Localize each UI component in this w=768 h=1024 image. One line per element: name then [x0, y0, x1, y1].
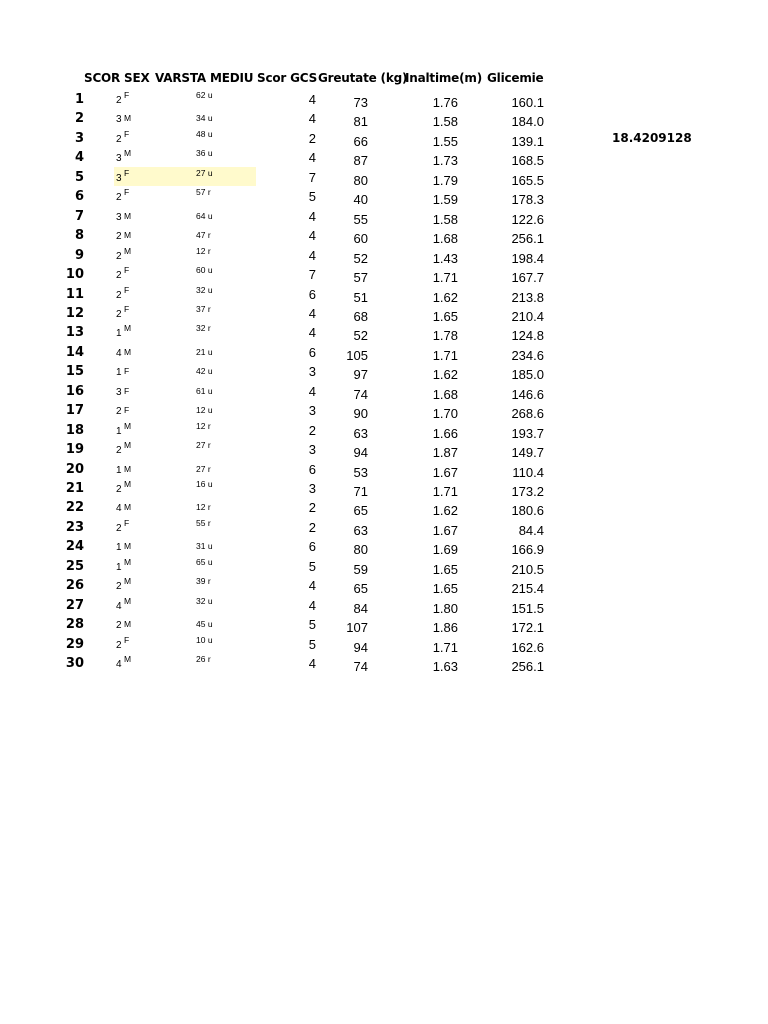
cell-scor: 2 — [116, 270, 122, 282]
cell-inaltime: 1.78 — [432, 328, 458, 344]
cell-glicemie: 198.4 — [511, 250, 544, 266]
cell-scor-gcs: 5 — [308, 558, 316, 574]
cell-sex: M — [124, 463, 132, 474]
cell-varsta: 34 u — [196, 113, 213, 124]
cell-varsta: 16 u — [196, 479, 213, 489]
cell-varsta: 55 r — [196, 517, 211, 528]
cell-scor-gcs: 2 — [308, 519, 316, 535]
cell-scor-gcs: 4 — [308, 150, 316, 166]
cell-varsta: 12 u — [196, 405, 213, 416]
cell-scor: 2 — [116, 581, 122, 593]
cell-sex: F — [124, 517, 130, 528]
cell-glicemie: 213.8 — [511, 289, 544, 305]
cell-glicemie: 185.0 — [511, 367, 544, 383]
cell-sex: F — [124, 265, 130, 276]
cell-sex: M — [124, 323, 132, 334]
cell-greutate: 63 — [353, 522, 368, 538]
table-row — [0, 109, 768, 129]
cell-scor: 2 — [116, 95, 122, 106]
cell-scor: 2 — [116, 620, 122, 632]
row-number: 16 — [65, 383, 84, 399]
cell-greutate: 84 — [353, 600, 368, 616]
cell-sex: M — [124, 479, 132, 489]
cell-scor-gcs: 2 — [308, 130, 316, 146]
table-row — [0, 304, 768, 324]
cell-glicemie: 256.1 — [511, 659, 544, 675]
row-number: 28 — [65, 617, 84, 633]
cell-greutate: 94 — [353, 445, 368, 461]
cell-sex: M — [124, 502, 132, 513]
table-row — [0, 518, 768, 538]
cell-sex: M — [124, 420, 132, 431]
cell-scor-gcs: 7 — [308, 267, 316, 283]
table-row — [0, 654, 768, 674]
cell-glicemie: 165.5 — [511, 172, 544, 188]
row-number: 20 — [65, 461, 84, 477]
cell-scor-gcs: 4 — [308, 92, 316, 107]
cell-glicemie: 149.7 — [511, 445, 544, 461]
cell-scor: 2 — [116, 639, 122, 651]
cell-scor: 2 — [116, 231, 122, 243]
cell-sex: F — [124, 303, 130, 314]
cell-varsta: 47 r — [196, 230, 211, 241]
cell-varsta: 62 u — [196, 90, 213, 100]
cell-varsta: 45 u — [196, 619, 213, 630]
cell-scor: 1 — [116, 561, 122, 573]
cell-glicemie: 268.6 — [511, 406, 544, 422]
cell-glicemie: 180.6 — [511, 503, 544, 519]
cell-greutate: 57 — [353, 270, 368, 286]
cell-scor-gcs: 4 — [308, 247, 316, 263]
table-row — [0, 207, 768, 227]
cell-scor-gcs: 5 — [308, 189, 316, 205]
row-number: 7 — [74, 208, 84, 224]
row-number: 27 — [65, 597, 84, 613]
cell-greutate: 65 — [353, 581, 368, 597]
cell-inaltime: 1.71 — [432, 347, 458, 363]
cell-scor: 1 — [116, 425, 122, 437]
cell-scor: 2 — [116, 406, 122, 418]
cell-varsta: 12 r — [196, 245, 211, 256]
cell-scor-gcs: 4 — [308, 656, 316, 672]
cell-greutate: 94 — [353, 639, 368, 655]
table-row — [0, 265, 768, 285]
cell-greutate: 87 — [353, 153, 368, 169]
header-greutate: Greutate (kg) — [318, 71, 408, 85]
cell-inaltime: 1.62 — [432, 367, 458, 383]
cell-greutate: 80 — [353, 542, 368, 558]
cell-varsta: 57 r — [196, 187, 211, 198]
cell-sex: F — [124, 90, 130, 100]
row-number: 5 — [74, 169, 84, 185]
cell-glicemie: 215.4 — [511, 581, 544, 597]
cell-varsta: 21 u — [196, 346, 213, 357]
cell-greutate: 51 — [353, 289, 368, 305]
cell-sex: F — [124, 284, 130, 295]
row-number: 21 — [65, 481, 84, 496]
table-row — [0, 440, 768, 460]
cell-sex: F — [124, 405, 130, 416]
cell-varsta: 27 u — [196, 167, 213, 178]
cell-inaltime: 1.67 — [432, 464, 458, 480]
cell-inaltime: 1.43 — [432, 250, 458, 266]
cell-varsta: 39 r — [196, 576, 211, 587]
cell-greutate: 60 — [353, 231, 368, 247]
cell-greutate: 66 — [353, 133, 368, 149]
cell-inaltime: 1.76 — [432, 95, 458, 110]
cell-varsta: 26 r — [196, 654, 211, 665]
cell-varsta: 60 u — [196, 265, 213, 276]
table-row — [0, 187, 768, 207]
cell-scor-gcs: 7 — [308, 169, 316, 185]
cell-sex: M — [124, 210, 132, 221]
table-row — [0, 246, 768, 266]
cell-glicemie: 162.6 — [511, 639, 544, 655]
cell-greutate: 73 — [353, 95, 368, 110]
row-number: 22 — [65, 500, 84, 516]
cell-varsta: 12 r — [196, 420, 211, 431]
cell-scor-gcs: 6 — [308, 344, 316, 360]
cell-inaltime: 1.67 — [432, 522, 458, 538]
cell-glicemie: 151.5 — [511, 600, 544, 616]
cell-glicemie: 160.1 — [511, 95, 544, 110]
cell-scor-gcs: 6 — [308, 286, 316, 302]
cell-glicemie: 146.6 — [511, 386, 544, 402]
row-number: 30 — [65, 656, 84, 672]
cell-varsta: 12 r — [196, 502, 211, 513]
cell-scor-gcs: 6 — [308, 461, 316, 477]
row-number: 1 — [74, 92, 84, 107]
cell-scor: 3 — [116, 172, 122, 184]
row-number: 29 — [65, 636, 84, 652]
cell-inaltime: 1.80 — [432, 600, 458, 616]
cell-glicemie: 168.5 — [511, 153, 544, 169]
cell-scor-gcs: 4 — [308, 228, 316, 244]
cell-varsta: 48 u — [196, 128, 213, 139]
cell-glicemie: 122.6 — [511, 211, 544, 227]
cell-scor: 2 — [116, 133, 122, 145]
row-number: 3 — [74, 130, 84, 146]
cell-glicemie: 166.9 — [511, 542, 544, 558]
cell-varsta: 42 u — [196, 366, 213, 377]
cell-scor-gcs: 4 — [308, 325, 316, 341]
cell-scor-gcs: 3 — [308, 442, 316, 458]
cell-scor-gcs: 4 — [308, 383, 316, 399]
cell-inaltime: 1.71 — [432, 270, 458, 286]
table-row — [0, 168, 768, 188]
row-number: 12 — [65, 305, 84, 321]
cell-greutate: 53 — [353, 464, 368, 480]
cell-glicemie: 256.1 — [511, 231, 544, 247]
cell-inaltime: 1.66 — [432, 425, 458, 441]
cell-varsta: 31 u — [196, 541, 213, 552]
cell-inaltime: 1.65 — [432, 581, 458, 597]
cell-scor-gcs: 4 — [308, 597, 316, 613]
cell-greutate: 90 — [353, 406, 368, 422]
cell-greutate: 68 — [353, 308, 368, 324]
cell-sex: F — [124, 634, 130, 645]
cell-scor: 4 — [116, 600, 122, 612]
table-row — [0, 596, 768, 616]
cell-sex: M — [124, 576, 132, 587]
cell-scor: 2 — [116, 445, 122, 457]
row-number: 13 — [65, 325, 84, 341]
cell-varsta: 32 u — [196, 284, 213, 295]
cell-scor: 1 — [116, 464, 122, 476]
cell-scor: 2 — [116, 192, 122, 204]
cell-glicemie: 234.6 — [511, 347, 544, 363]
cell-varsta: 32 r — [196, 323, 211, 334]
cell-glicemie: 172.1 — [511, 620, 544, 636]
row-number: 8 — [74, 228, 84, 244]
cell-sex: M — [124, 148, 132, 159]
table-row — [0, 362, 768, 382]
cell-scor: 3 — [116, 153, 122, 165]
cell-scor-gcs: 4 — [308, 208, 316, 224]
row-number: 11 — [65, 286, 84, 302]
row-number: 2 — [74, 111, 84, 127]
cell-varsta: 37 r — [196, 303, 211, 314]
cell-inaltime: 1.62 — [432, 289, 458, 305]
cell-scor: 4 — [116, 347, 122, 359]
cell-inaltime: 1.86 — [432, 620, 458, 636]
table-row — [0, 285, 768, 305]
table-row — [0, 498, 768, 518]
cell-scor-gcs: 3 — [308, 364, 316, 380]
table-row — [0, 226, 768, 246]
cell-sex: M — [124, 619, 132, 630]
cell-inaltime: 1.69 — [432, 542, 458, 558]
header-glicemie: Glicemie — [487, 71, 544, 85]
cell-varsta: 27 r — [196, 463, 211, 474]
cell-varsta: 10 u — [196, 634, 213, 645]
cell-glicemie: 184.0 — [511, 114, 544, 130]
cell-inaltime: 1.62 — [432, 503, 458, 519]
cell-sex: F — [124, 167, 130, 178]
table-row — [0, 615, 768, 635]
cell-greutate: 74 — [353, 659, 368, 675]
cell-glicemie: 139.1 — [511, 133, 544, 149]
table-row — [0, 148, 768, 168]
cell-scor-gcs: 3 — [308, 403, 316, 419]
table-row — [0, 401, 768, 421]
table-row — [0, 557, 768, 577]
table-row — [0, 635, 768, 655]
table-row — [0, 343, 768, 363]
cell-varsta: 27 r — [196, 440, 211, 451]
cell-inaltime: 1.59 — [432, 192, 458, 208]
row-number: 6 — [74, 189, 84, 205]
cell-scor: 1 — [116, 328, 122, 340]
row-number: 14 — [65, 344, 84, 360]
row-number: 9 — [74, 247, 84, 263]
cell-scor-gcs: 4 — [308, 111, 316, 127]
row-number: 10 — [65, 267, 84, 283]
cell-sex: M — [124, 113, 132, 124]
cell-inaltime: 1.68 — [432, 386, 458, 402]
cell-scor: 2 — [116, 289, 122, 301]
cell-glicemie: 124.8 — [511, 328, 544, 344]
cell-sex: M — [124, 654, 132, 665]
cell-glicemie: 84.4 — [518, 522, 544, 538]
row-number: 18 — [65, 422, 84, 438]
cell-scor-gcs: 4 — [308, 305, 316, 321]
cell-greutate: 107 — [346, 620, 368, 636]
cell-varsta: 36 u — [196, 148, 213, 159]
cell-greutate: 63 — [353, 425, 368, 441]
cell-sex: F — [124, 385, 130, 396]
cell-inaltime: 1.87 — [432, 445, 458, 461]
row-number: 4 — [74, 150, 84, 166]
cell-scor: 2 — [116, 250, 122, 262]
cell-greutate: 52 — [353, 328, 368, 344]
cell-greutate: 71 — [353, 484, 368, 499]
cell-scor-gcs: 5 — [308, 636, 316, 652]
header-varsta: VARSTA — [155, 71, 206, 85]
cell-scor-gcs: 3 — [308, 481, 316, 496]
cell-sex: M — [124, 245, 132, 256]
cell-sex: M — [124, 346, 132, 357]
row-number: 25 — [65, 558, 84, 574]
cell-glicemie: 167.7 — [511, 270, 544, 286]
cell-scor-gcs: 2 — [308, 500, 316, 516]
cell-inaltime: 1.79 — [432, 172, 458, 188]
cell-inaltime: 1.65 — [432, 308, 458, 324]
cell-sex: M — [124, 541, 132, 552]
cell-greutate: 74 — [353, 386, 368, 402]
table-row — [0, 129, 768, 149]
cell-glicemie: 178.3 — [511, 192, 544, 208]
cell-inaltime: 1.58 — [432, 211, 458, 227]
cell-varsta: 32 u — [196, 595, 213, 606]
cell-scor: 2 — [116, 522, 122, 534]
row-number: 23 — [65, 519, 84, 535]
cell-greutate: 52 — [353, 250, 368, 266]
cell-scor-gcs: 4 — [308, 578, 316, 594]
cell-scor: 1 — [116, 367, 122, 379]
cell-inaltime: 1.68 — [432, 231, 458, 247]
table-row — [0, 460, 768, 480]
cell-sex: F — [124, 366, 130, 377]
table-row — [0, 323, 768, 343]
cell-glicemie: 173.2 — [511, 484, 544, 499]
cell-varsta: 61 u — [196, 385, 213, 396]
cell-scor: 2 — [116, 484, 122, 495]
cell-greutate: 40 — [353, 192, 368, 208]
cell-inaltime: 1.63 — [432, 659, 458, 675]
row-number: 19 — [65, 442, 84, 458]
cell-glicemie: 210.5 — [511, 561, 544, 577]
cell-greutate: 97 — [353, 367, 368, 383]
cell-sex: M — [124, 230, 132, 241]
cell-greutate: 65 — [353, 503, 368, 519]
cell-scor: 1 — [116, 542, 122, 554]
header-scor-gcs: Scor GCS — [257, 71, 318, 85]
cell-glicemie: 193.7 — [511, 425, 544, 441]
cell-greutate: 81 — [353, 114, 368, 130]
table-row — [0, 421, 768, 441]
cell-inaltime: 1.73 — [432, 153, 458, 169]
cell-scor: 4 — [116, 503, 122, 515]
cell-varsta: 64 u — [196, 210, 213, 221]
table-row — [0, 382, 768, 402]
cell-sex: F — [124, 128, 130, 139]
cell-scor: 3 — [116, 211, 122, 223]
cell-greutate: 105 — [346, 347, 368, 363]
row-number: 15 — [65, 364, 84, 380]
cell-glicemie: 210.4 — [511, 308, 544, 324]
table-row — [0, 537, 768, 557]
cell-scor: 3 — [116, 386, 122, 398]
cell-inaltime: 1.71 — [432, 484, 458, 499]
header-scor: SCOR — [84, 71, 121, 85]
cell-inaltime: 1.65 — [432, 561, 458, 577]
cell-scor-gcs: 2 — [308, 422, 316, 438]
cell-scor: 4 — [116, 659, 122, 671]
cell-scor: 2 — [116, 308, 122, 320]
cell-sex: M — [124, 595, 132, 606]
row-number: 26 — [65, 578, 84, 594]
cell-inaltime: 1.58 — [432, 114, 458, 130]
cell-greutate: 55 — [353, 211, 368, 227]
cell-inaltime: 1.70 — [432, 406, 458, 422]
row-number: 17 — [65, 403, 84, 419]
cell-greutate: 80 — [353, 172, 368, 188]
computed-value: 18.4209128 — [612, 131, 692, 145]
header-mediu: MEDIU — [210, 71, 254, 85]
cell-glicemie: 110.4 — [512, 464, 544, 480]
cell-scor-gcs: 6 — [308, 539, 316, 555]
cell-greutate: 59 — [353, 561, 368, 577]
cell-varsta: 65 u — [196, 556, 213, 567]
table-row — [0, 90, 768, 110]
cell-scor: 3 — [116, 114, 122, 126]
cell-inaltime: 1.55 — [432, 133, 458, 149]
cell-scor-gcs: 5 — [308, 617, 316, 633]
table-row — [0, 479, 768, 499]
cell-inaltime: 1.71 — [432, 639, 458, 655]
header-inaltime: Inaltime(m) — [405, 71, 482, 85]
table-row — [0, 576, 768, 596]
row-number: 24 — [65, 539, 84, 555]
cell-sex: M — [124, 556, 132, 567]
cell-sex: F — [124, 187, 130, 198]
cell-sex: M — [124, 440, 132, 451]
header-sex: SEX — [124, 71, 150, 85]
